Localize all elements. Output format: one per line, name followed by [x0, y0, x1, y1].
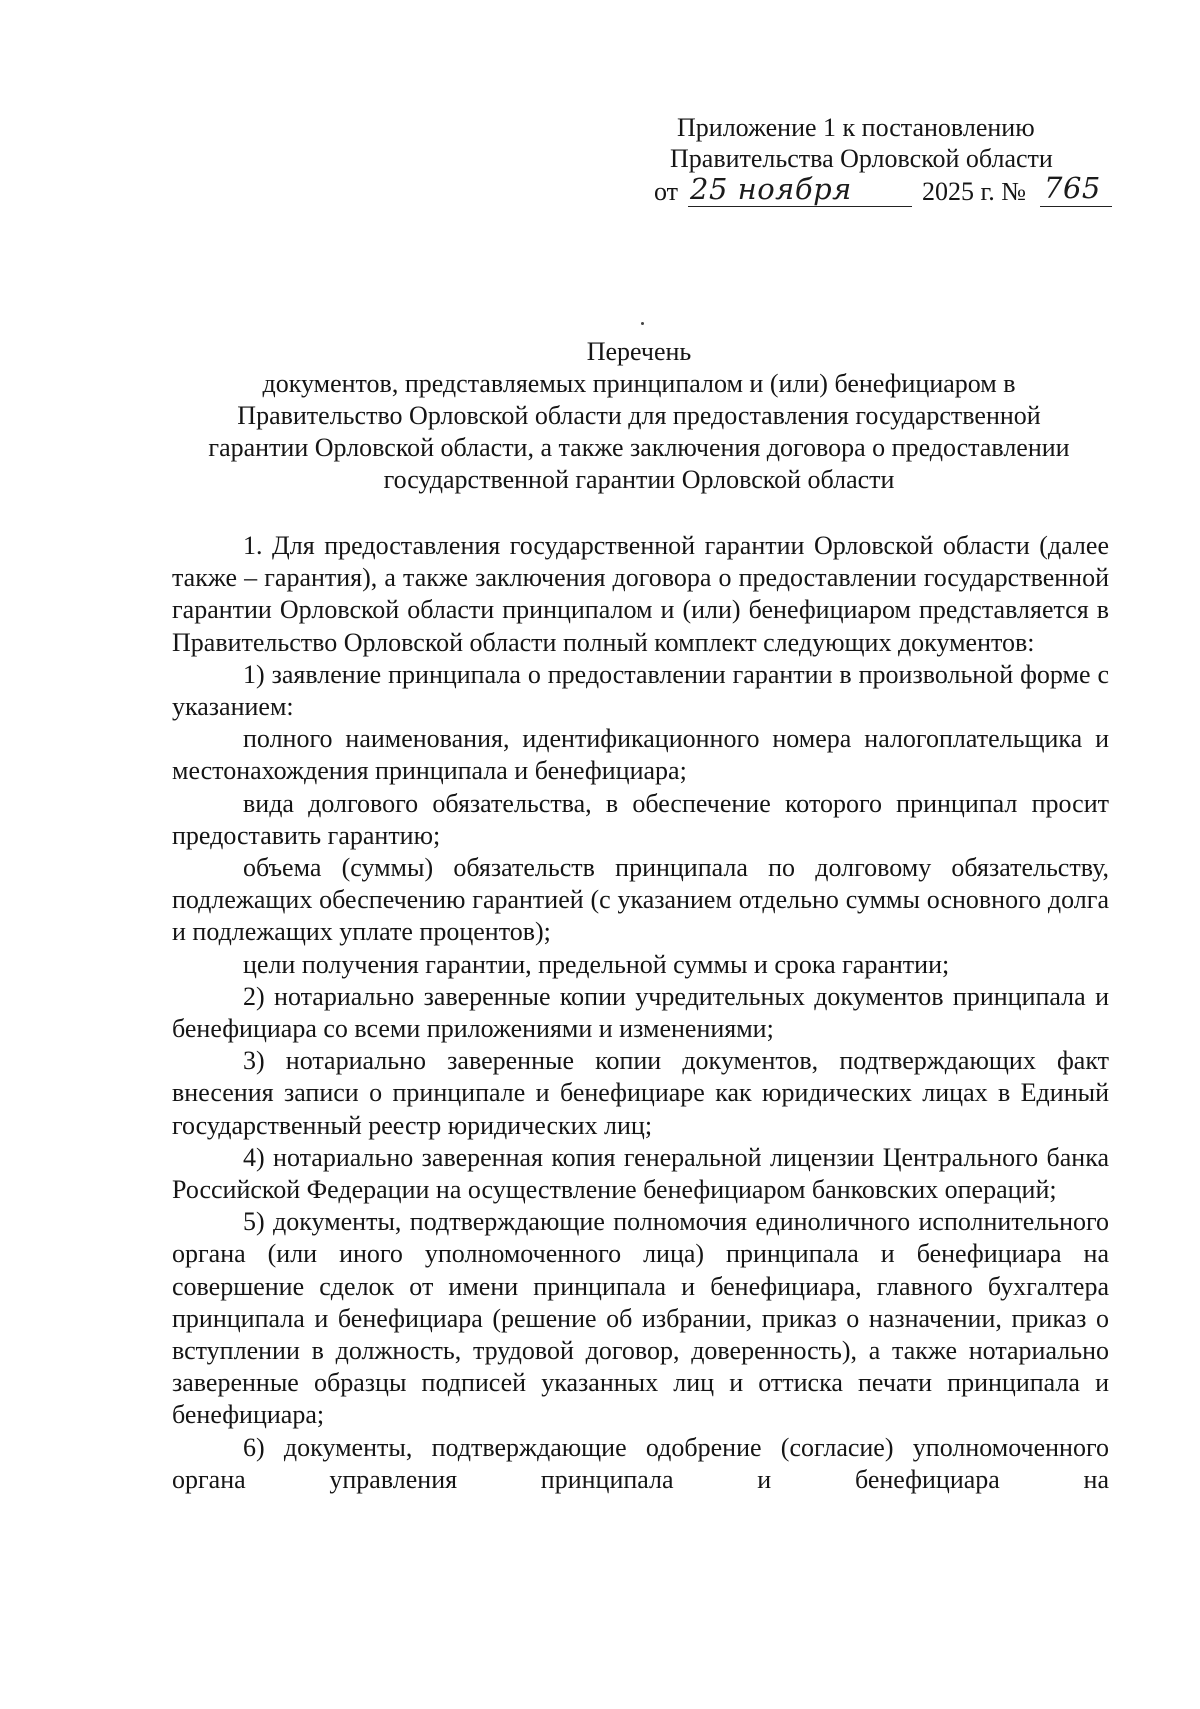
list-item-1-subitem-d: цели получения гарантии, предельной суммы и срока гарантии; [243, 949, 950, 979]
handwritten-number: 765 [1044, 171, 1101, 205]
list-item-6: 6) документы, подтверждающие одобрение (согласие) уполномоченного органа управления принципала и бенефициара на [172, 1432, 1109, 1494]
number-underline [1040, 206, 1112, 207]
list-item-1: 1) заявление принципала о предоставлении гарантии в произвольной форме с указанием: [172, 659, 1109, 722]
title-line-4: государственной гарантии Орловской области [383, 465, 895, 494]
appendix-line-2: Правительства Орловской области [670, 144, 1053, 173]
appendix-header [0, 0, 1200, 240]
list-item-1-subitem-a: полного наименования, идентификационного номера налогоплательщика и местонахождения принципала и бенефициара; [172, 724, 1109, 786]
list-item-5: 5) документы, подтверждающие полномочия единоличного исполнительного органа (или иного уполномоченного лица) принципала и бенефициара на совершение сделок от имени принципала и бенефициара, главного бухгалтера принципала и бенефициара (решение об избрании, приказ о назначении, приказ о вступлении в должность, трудовой договор, доверенность), а также нотариально заверенные образцы подписей указанных лиц и оттиска печати принципала и бенефициара; [172, 1207, 1109, 1430]
list-item-3: 3) нотариально заверенные копии документов, подтверждающих факт внесения записи о принципале и бенефициаре как юридических лицах в Единый государственный реестр юридических лиц; [172, 1046, 1109, 1140]
year-and-number-label: 2025 г. № [922, 177, 1027, 206]
list-item-1-subitem-c: объема (суммы) обязательств принципала по долговому обязательству, подлежащих обеспечению гарантией (с указанием отдельно суммы основного долга и подлежащих уплате процентов); [172, 853, 1109, 947]
list-item-2: 2) нотариально заверенные копии учредительных документов принципала и бенефициара со всеми приложениями и изменениями; [172, 981, 1109, 1044]
document-title [170, 336, 1108, 496]
title-heading: Перечень [586, 337, 692, 366]
appendix-line-1: Приложение 1 к постановлению [677, 113, 1035, 142]
scan-speck [641, 322, 644, 325]
list-item-4: 4) нотариально заверенная копия генеральной лицензии Центрального банка Российской Федерации на осуществление бенефициаром банковских операций; [172, 1142, 1109, 1205]
document-body [172, 530, 1109, 1496]
list-item-1-subitem-b: вида долгового обязательства, в обеспечение которого принципал просит предоставить гарантию; [172, 788, 1109, 850]
title-line-2: Правительство Орловской области для предоставления государственной [237, 401, 1041, 430]
date-underline [688, 206, 912, 207]
title-line-1: документов, представляемых принципалом и (или) бенефициаром в [262, 369, 1016, 398]
date-prefix: от [654, 177, 679, 206]
handwritten-date: 25 ноября [690, 172, 852, 206]
paragraph-1: 1. Для предоставления государственной гарантии Орловской области (далее также – гарантия), а также заключения договора о предоставлении государственной гарантии Орловской области принципалом и (или) бенефициаром представляется в Правительство Орловской области полный комплект следующих документов: [172, 531, 1109, 657]
title-line-3: гарантии Орловской области, а также заключения договора о предоставлении [208, 433, 1070, 462]
